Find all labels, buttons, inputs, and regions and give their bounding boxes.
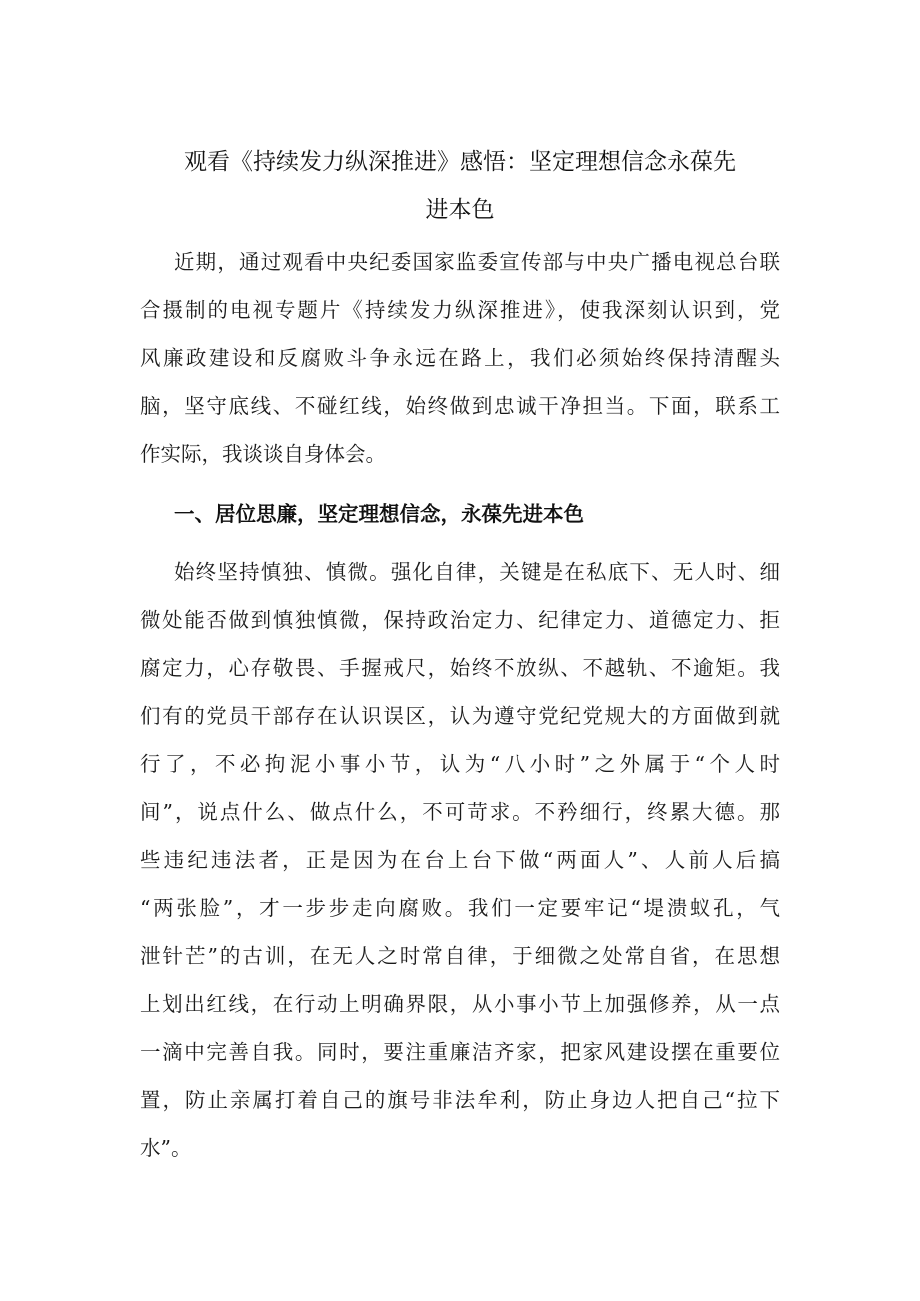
section-paragraph-line: 微处能否做到慎独慎微，保持政治定力、纪律定力、道德定力、拒 (140, 608, 780, 632)
section-paragraph-line: 腐定力，心存敬畏、手握戒尺，始终不放纵、不越轨、不逾矩。我 (140, 656, 780, 680)
section-heading: 一、居位思廉，坚定理想信念，永葆先进本色 (174, 502, 584, 526)
document-title-line-1: 观看《持续发力纵深推进》感悟：坚定理想信念永葆先 (184, 149, 736, 175)
intro-paragraph-line: 近期，通过观看中央纪委国家监委宣传部与中央广播电视总台联 (174, 250, 780, 274)
section-paragraph-line: 上划出红线，在行动上明确界限，从小事小节上加强修养，从一点 (140, 992, 780, 1016)
document-title-line-2: 进本色 (425, 197, 495, 223)
section-paragraph-line: 水”。 (140, 1136, 192, 1160)
section-paragraph-line: 置，防止亲属打着自己的旗号非法牟利，防止身边人把自己“拉下 (140, 1088, 780, 1112)
section-paragraph-line: 行了，不必拘泥小事小节，认为“八小时”之外属于“个人时 (140, 752, 780, 776)
section-paragraph-line: 些违纪违法者，正是因为在台上台下做“两面人”、人前人后搞 (140, 848, 780, 872)
section-paragraph-line: 泄针芒”的古训，在无人之时常自律，于细微之处常自省，在思想 (140, 944, 780, 968)
intro-paragraph-line: 脑，坚守底线、不碰红线，始终做到忠诚干净担当。下面，联系工 (140, 394, 780, 418)
section-paragraph-line: “两张脸”，才一步步走向腐败。我们一定要牢记“堤溃蚁孔，气 (140, 896, 780, 920)
intro-paragraph-line: 风廉政建设和反腐败斗争永远在路上，我们必须始终保持清醒头 (140, 346, 780, 370)
section-paragraph-line: 间”，说点什么、做点什么，不可苛求。不矜细行，终累大德。那 (140, 800, 780, 824)
intro-paragraph-line: 作实际，我谈谈自身体会。 (140, 442, 386, 466)
section-paragraph-line: 始终坚持慎独、慎微。强化自律，关键是在私底下、无人时、细 (174, 560, 780, 584)
section-paragraph-line: 们有的党员干部存在认识误区，认为遵守党纪党规大的方面做到就 (140, 704, 780, 728)
section-paragraph-line: 一滴中完善自我。同时，要注重廉洁齐家，把家风建设摆在重要位 (140, 1040, 780, 1064)
intro-paragraph-line: 合摄制的电视专题片《持续发力纵深推进》，使我深刻认识到，党 (140, 298, 780, 322)
